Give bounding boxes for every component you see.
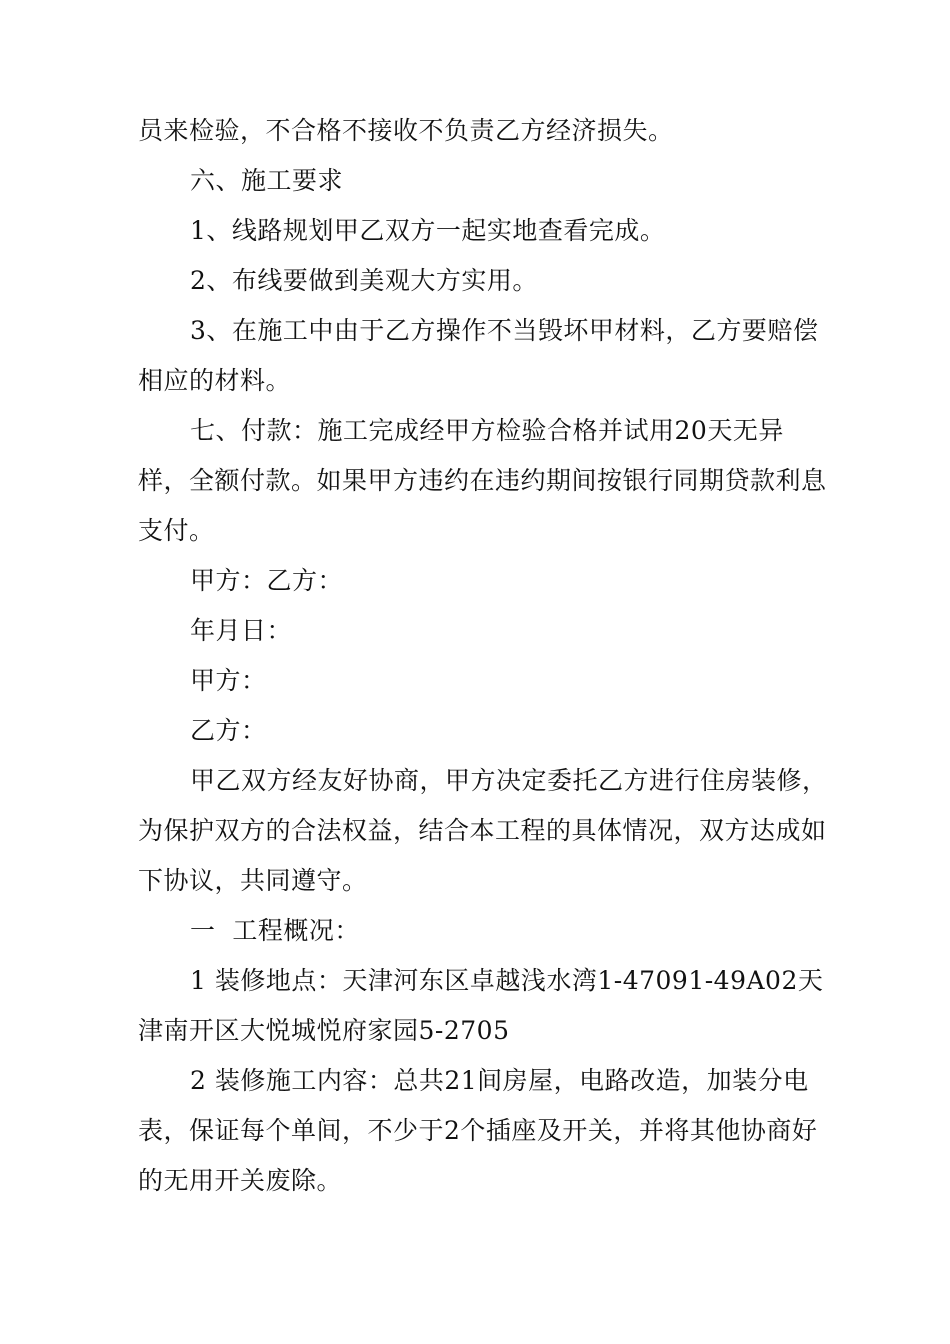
paragraph-continuation: 员来检验，不合格不接收不负责乙方经济损失。 (138, 116, 674, 145)
overview-item-location: 1 装修地点：天津河东区卓越浅水湾1-47091-49A02天津南开区大悦城悦府家园5-2705 (138, 966, 824, 1045)
requirement-item-1: 1、线路规划甲乙双方一起实地查看完成。 (190, 216, 666, 245)
requirement-item-3: 3、在施工中由于乙方操作不当毁坏甲材料，乙方要赔偿相应的材料。 (138, 316, 819, 395)
overview-item-content: 2 装修施工内容：总共21间房屋，电路改造，加装分电表，保证每个单间，不少于2个插座及开关，并将其他协商好的无用开关废除。 (138, 1066, 818, 1195)
requirement-item-2: 2、布线要做到美观大方实用。 (190, 266, 538, 295)
payment-clause: 七、付款：施工完成经甲方检验合格并试用20天无异样，全额付款。如果甲方违约在违约期间按银行同期贷款利息支付。 (138, 416, 827, 545)
agreement-preamble: 甲乙双方经友好协商，甲方决定委托乙方进行住房装修，为保护双方的合法权益，结合本工程的具体情况，双方达成如下协议，共同遵守。 (138, 766, 828, 895)
signature-parties: 甲方：乙方： (190, 566, 344, 595)
party-b-label: 乙方： (190, 716, 267, 745)
party-a-label: 甲方： (190, 666, 267, 695)
section-heading-project-overview: 一 工程概况： (190, 916, 360, 945)
signature-date: 年月日： (190, 616, 293, 645)
section-heading-construction-requirements: 六、施工要求 (190, 166, 344, 195)
document-body (138, 106, 828, 1206)
